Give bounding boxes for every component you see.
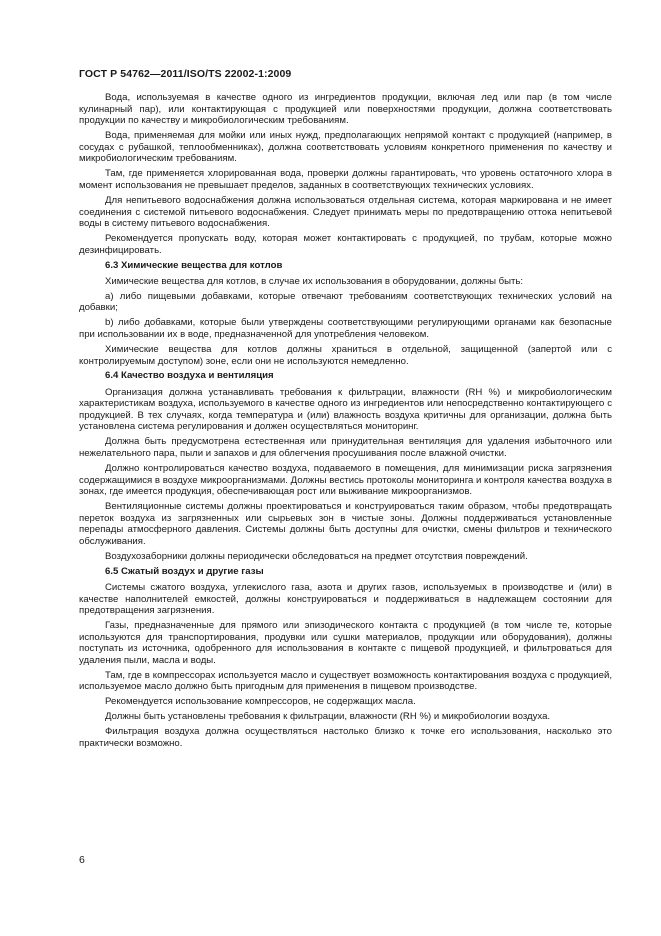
section-heading-6-5: 6.5 Сжатый воздух и другие газы (105, 565, 264, 577)
paragraph: Вода, применяемая для мойки или иных нужд, предполагающих непрямой контакт с продукцией (например, в сосудах с рубашкой, теплообменниках), должна соответствовать условиям конкретного применения по качеству и микробиологическим требованиям. (79, 130, 612, 165)
paragraph: Вода, используемая в качестве одного из ингредиентов продукции, включая лед или пар (в том числе кулинарный пар), или контактирующая с продукцией или поверхностями продукции, должна соответствовать продукции по качеству и микробиологическим требованиям. (79, 92, 612, 127)
paragraph: Там, где в компрессорах используется масло и существует возможность контактирования воздуха с продукцией, используемое масло должно быть пригодным для применения в пищевом производстве. (79, 669, 612, 693)
paragraph: Рекомендуется пропускать воду, которая может контактировать с продукцией, по трубам, которые можно дезинфицировать. (79, 233, 612, 256)
paragraph: Воздухозаборники должны периодически обследоваться на предмет отсутствия повреждений. (105, 550, 528, 562)
paragraph: Рекомендуется использование компрессоров, не содержащих масла. (105, 696, 416, 708)
page-content (79, 92, 612, 753)
section-heading-6-4: 6.4 Качество воздуха и вентиляция (105, 370, 274, 382)
paragraph: Должно контролироваться качество воздуха, подаваемого в помещения, для минимизации риска загрязнения содержащимися в воздухе микроорганизмами. Должны вестись протоколы мониторинга и контроля качества воздуха в зонах, где имеется продукция, обеспечивающая рост или выживание микроорганизмов. (79, 462, 612, 498)
paragraph: Там, где применяется хлорированная вода, проверки должны гарантировать, что уровень остаточного хлора в момент использования не превышает пределов, заданных в соответствующих технических условиях. (79, 168, 612, 191)
paragraph: Для непитьевого водоснабжения должна использоваться отдельная система, которая маркирована и не имеет соединения с системой питьевого водоснабжения. Следует принимать меры по предотвращению оттока непитьевой воды в систему питьевого водоснабжения. (79, 194, 612, 230)
paragraph: Системы сжатого воздуха, углекислого газа, азота и других газов, используемых в производстве и (или) в качестве наполнителей емкостей, должны конструироваться и поддерживаться в надлежащем состоянии для предотвращения загрязнения. (79, 581, 612, 617)
list-item: a) либо пищевыми добавками, которые отвечают требованиям соответствующих технических условий на добавки; (79, 290, 612, 314)
section-heading-6-3: 6.3 Химические вещества для котлов (105, 259, 283, 271)
paragraph: Газы, предназначенные для прямого или эпизодического контакта с продукцией (в том числе те, которые используются для транспортирования, продувки или сушки материалов, продукции или оборудования), должны поступать из источника, одобренного для использования в контакте с пищевой продукцией, и фильтроваться для удаления пыли, масла и воды. (79, 620, 612, 666)
page-header: ГОСТ Р 54762—2011/ISO/TS 22002-1:2009 (79, 68, 292, 80)
paragraph: Химические вещества для котлов должны храниться в отдельной, защищенной (запертой или с контролируемым доступом) зоне, если они не используются немедленно. (79, 343, 612, 367)
paragraph: Химические вещества для котлов, в случае их использования в оборудовании, должны быть: (105, 275, 524, 287)
paragraph: Фильтрация воздуха должна осуществляться настолько близко к точке его использования, насколько это практически возможно. (79, 726, 612, 750)
paragraph: Организация должна устанавливать требования к фильтрации, влажности (RH %) и микробиологическим характеристикам воздуха, используемого в качестве одного из ингредиентов или непосредственно контактирующего с продукцией. В тех случаях, когда температура и (или) влажность воздуха критичны для организации, должна быть установлена система регулирования и должен осуществляться мониторинг. (79, 386, 612, 433)
paragraph: Должны быть установлены требования к фильтрации, влажности (RH %) и микробиологии воздуха. (105, 711, 551, 723)
page-number: 6 (79, 854, 85, 866)
list-item: b) либо добавками, которые были утверждены соответствующими регулирующими органами как безопасные при использовании их в воде, предназначенной для употребления человеком. (79, 317, 612, 340)
paragraph: Должна быть предусмотрена естественная или принудительная вентиляция для удаления избыточного или нежелательного пара, пыли и запахов и для облегчения просушивания после влажной очистки. (79, 436, 612, 459)
paragraph: Вентиляционные системы должны проектироваться и конструироваться таким образом, чтобы предотвращать переток воздуха из загрязненных или сырьевых зон в чистые зоны. Должны поддерживаться установленные перепады атмосферного давления. Системы должны быть доступны для очистки, смены фильтров и технического обслуживания. (79, 501, 612, 547)
